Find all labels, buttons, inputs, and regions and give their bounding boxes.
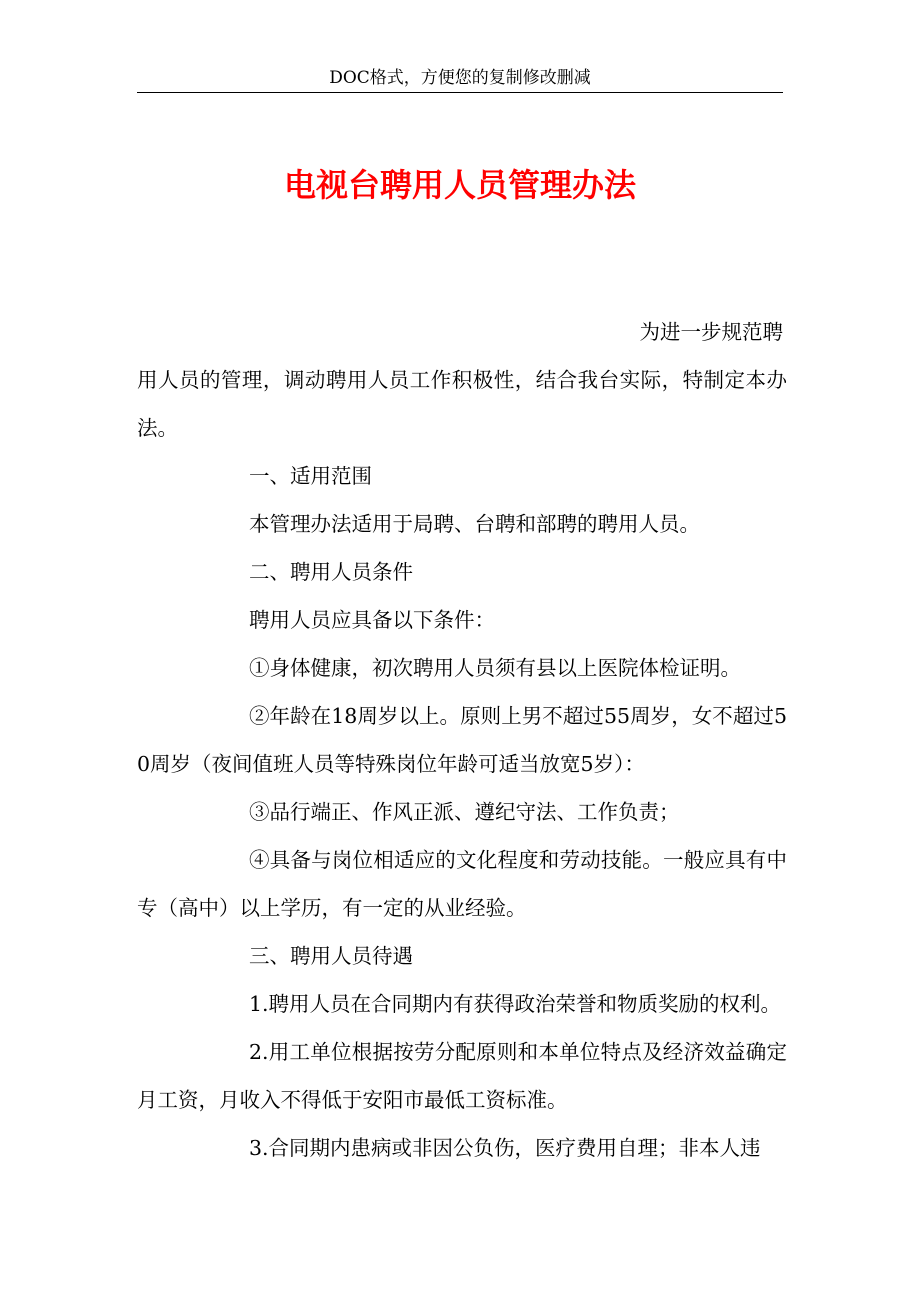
condition-item-3: ③品行端正、作风正派、遵纪守法、工作负责； (249, 800, 680, 824)
section-heading-benefits: 三、聘用人员待遇 (249, 944, 413, 968)
condition-item-4: ④具备与岗位相适应的文化程度和劳动技能。一般应具有中专（高中）以上学历，有一定的从业经验。 (137, 848, 787, 920)
page-header: DOC格式，方便您的复制修改删减 (329, 68, 591, 88)
document-body (137, 308, 787, 1172)
paragraph-conditions-intro: 聘用人员应具备以下条件： (249, 608, 495, 632)
section-heading-conditions: 二、聘用人员条件 (249, 560, 413, 584)
condition-item-1: ①身体健康，初次聘用人员须有县以上医院体检证明。 (249, 656, 741, 680)
header-divider (137, 92, 783, 93)
paragraph-scope: 本管理办法适用于局聘、台聘和部聘的聘用人员。 (249, 512, 700, 536)
section-heading-scope: 一、适用范围 (249, 464, 372, 488)
benefit-item-1: 1.聘用人员在合同期内有获得政治荣誉和物质奖励的权利。 (249, 992, 782, 1016)
intro-continuation: 用人员的管理，调动聘用人员工作积极性，结合我台实际，特制定本办法。 (137, 368, 787, 440)
benefit-item-3: 3.合同期内患病或非因公负伤，医疗费用自理；非本人违 (249, 1136, 761, 1160)
benefit-item-2: 2.用工单位根据按劳分配原则和本单位特点及经济效益确定月工资，月收入不得低于安阳市最低工资标准。 (137, 1040, 787, 1112)
document-title: 电视台聘用人员管理办法 (283, 166, 636, 204)
intro-first-line: 为进一步规范聘 (639, 320, 783, 344)
condition-item-2: ②年龄在18周岁以上。原则上男不超过55周岁，女不超过50周岁（夜间值班人员等特殊岗位年龄可适当放宽5岁）： (137, 704, 787, 776)
